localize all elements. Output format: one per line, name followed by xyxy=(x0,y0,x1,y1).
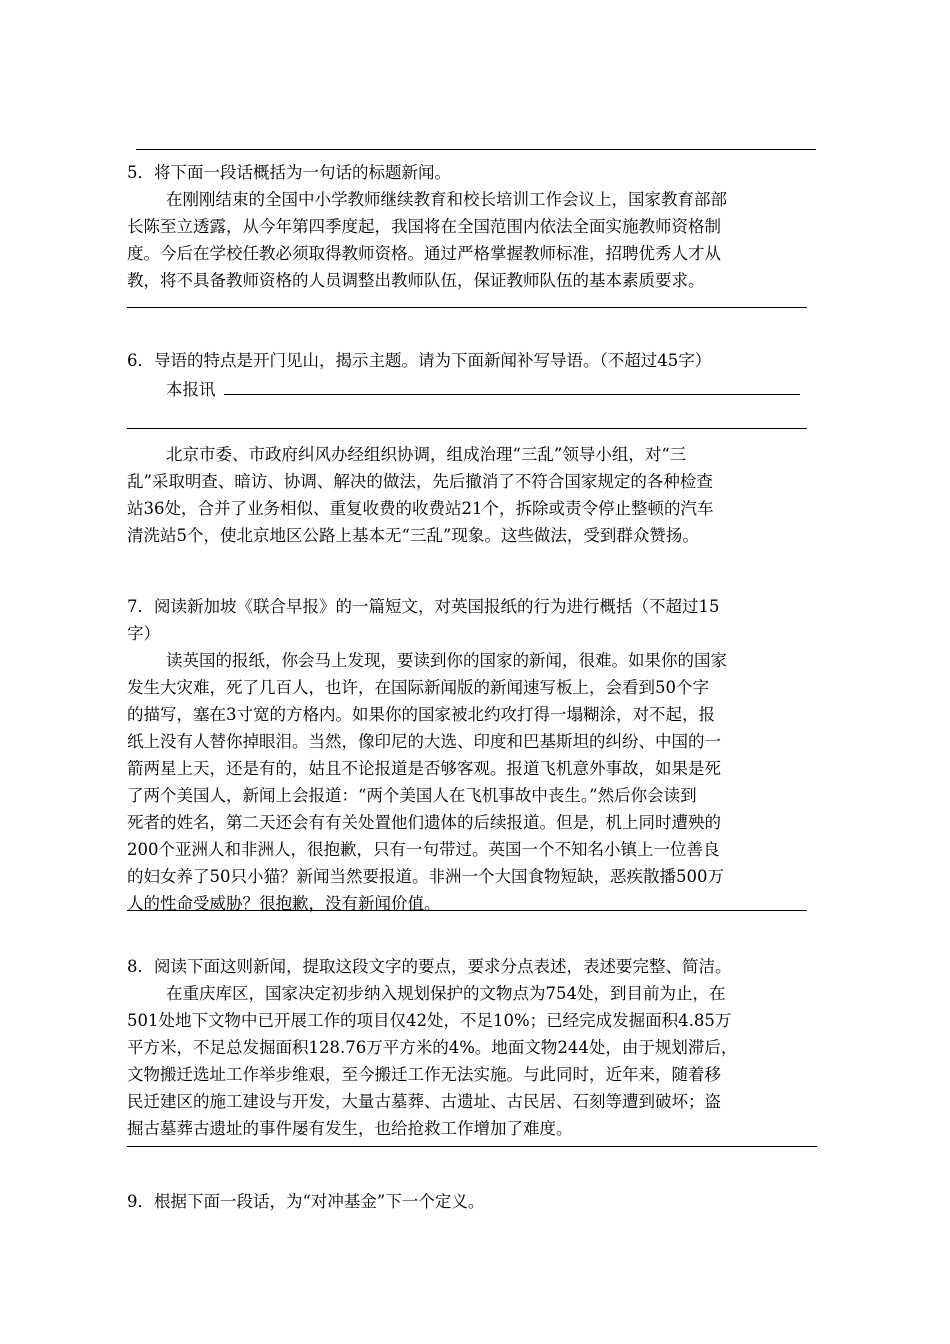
question-7-passage-line: 纸上没有人替你掉眼泪。当然，像印尼的大选、印度和巴基斯坦的纠纷、中国的一 xyxy=(127,732,721,751)
question-7-passage-line: 发生大灾难，死了几百人，也许，在国际新闻版的新闻速写板上，会看到50个字 xyxy=(127,678,709,697)
question-8-passage-line: 在重庆库区，国家决定初步纳入规划保护的文物点为754处，到目前为止，在 xyxy=(166,984,726,1003)
answer-line[interactable] xyxy=(127,307,807,308)
question-5-passage-line: 长陈至立透露，从今年第四季度起，我国将在全国范围内依法全面实施教师资格制 xyxy=(127,217,721,236)
question-7-prompt: 7．阅读新加坡《联合早报》的一篇短文，对英国报纸的行为进行概括（不超过15 xyxy=(127,597,720,616)
question-6-passage-line: 清洗站5个，使北京地区公路上基本无“三乱”现象。这些做法，受到群众赞扬。 xyxy=(127,526,699,545)
question-8-passage-line: 平方米，不足总发掘面积128.76万平方米的4%。地面文物244处，由于规划滞后， xyxy=(127,1038,738,1057)
question-6-prompt: 6．导语的特点是开门见山，揭示主题。请为下面新闻补写导语。（不超过45字） xyxy=(127,351,712,370)
question-7-passage-line: 箭两星上天，还是有的，姑且不论报道是否够客观。报道飞机意外事故，如果是死 xyxy=(127,759,721,778)
question-7-passage-line: 的描写，塞在3寸宽的方格内。如果你的国家被北约攻打得一塌糊涂，对不起，报 xyxy=(127,705,715,724)
question-6-passage-line: 乱”采取明查、暗访、协调、解决的做法，先后撤消了不符合国家规定的各种检查 xyxy=(127,472,713,491)
question-8-passage-line: 文物搬迁选址工作举步维艰，至今搬迁工作无法实施。与此同时，近年来，随着移 xyxy=(127,1065,721,1084)
question-8-passage-line: 501处地下文物中已开展工作的项目仅42处，不足10%；已经完成发掘面积4.85万 xyxy=(127,1011,732,1030)
question-7-passage-line: 的妇女养了50只小猫？新闻当然要报道。非洲一个大国食物短缺，恶疾散播500万 xyxy=(127,867,724,886)
answer-line[interactable] xyxy=(127,910,807,911)
answer-line[interactable] xyxy=(136,149,816,150)
question-5-passage-line: 在刚刚结束的全国中小学教师继续教育和校长培训工作会议上，国家教育部部 xyxy=(166,190,727,209)
question-8-passage-line: 民迁建区的施工建设与开发，大量古墓葬、古遗址、古民居、石刻等遭到破坏；盗 xyxy=(127,1092,721,1111)
question-7-passage-line: 读英国的报纸，你会马上发现，要读到你的国家的新闻，很难。如果你的国家 xyxy=(166,651,727,670)
question-8-passage-line: 掘古墓葬古遗址的事件屡有发生，也给抢救工作增加了难度。 xyxy=(127,1119,573,1138)
question-7-passage-line: 人的性命受威胁？很抱歉，没有新闻价值。 xyxy=(127,894,441,913)
question-7-passage-line: 死者的姓名，第二天还会有有关处置他们遗体的后续报道。但是，机上同时遭殃的 xyxy=(127,813,721,832)
question-5-passage-line: 教，将不具备教师资格的人员调整出教师队伍，保证教师队伍的基本素质要求。 xyxy=(127,271,705,290)
lead-label: 本报讯 xyxy=(166,380,216,399)
question-7-passage-line: 200个亚洲人和非洲人，很抱歉，只有一句带过。英国一个不知名小镇上一位善良 xyxy=(127,840,720,859)
question-5-prompt: 5．将下面一段话概括为一句话的标题新闻。 xyxy=(127,163,451,182)
question-6-lead xyxy=(166,376,800,402)
question-6-passage-line: 北京市委、市政府纠风办经组织协调，组成治理“三乱”领导小组，对“三 xyxy=(166,445,687,464)
answer-line[interactable] xyxy=(127,1146,817,1147)
question-5-passage-line: 度。今后在学校任教必须取得教师资格。通过严格掌握教师标准，招聘优秀人才从 xyxy=(127,244,721,263)
question-9-prompt: 9．根据下面一段话，为“对冲基金”下一个定义。 xyxy=(127,1192,485,1211)
question-6-passage-line: 站36处，合并了业务相似、重复收费的收费站21个，拆除或责令停止整顿的汽车 xyxy=(127,499,714,518)
question-8-prompt: 8．阅读下面这则新闻，提取这段文字的要点，要求分点表述，表述要完整、简洁。 xyxy=(127,957,732,976)
question-7-passage-line: 了两个美国人，新闻上会报道：“两个美国人在飞机事故中丧生。”然后你会读到 xyxy=(127,786,697,805)
question-7-prompt: 字） xyxy=(127,624,160,643)
answer-line[interactable] xyxy=(127,428,807,429)
lead-answer-blank[interactable] xyxy=(224,376,800,395)
